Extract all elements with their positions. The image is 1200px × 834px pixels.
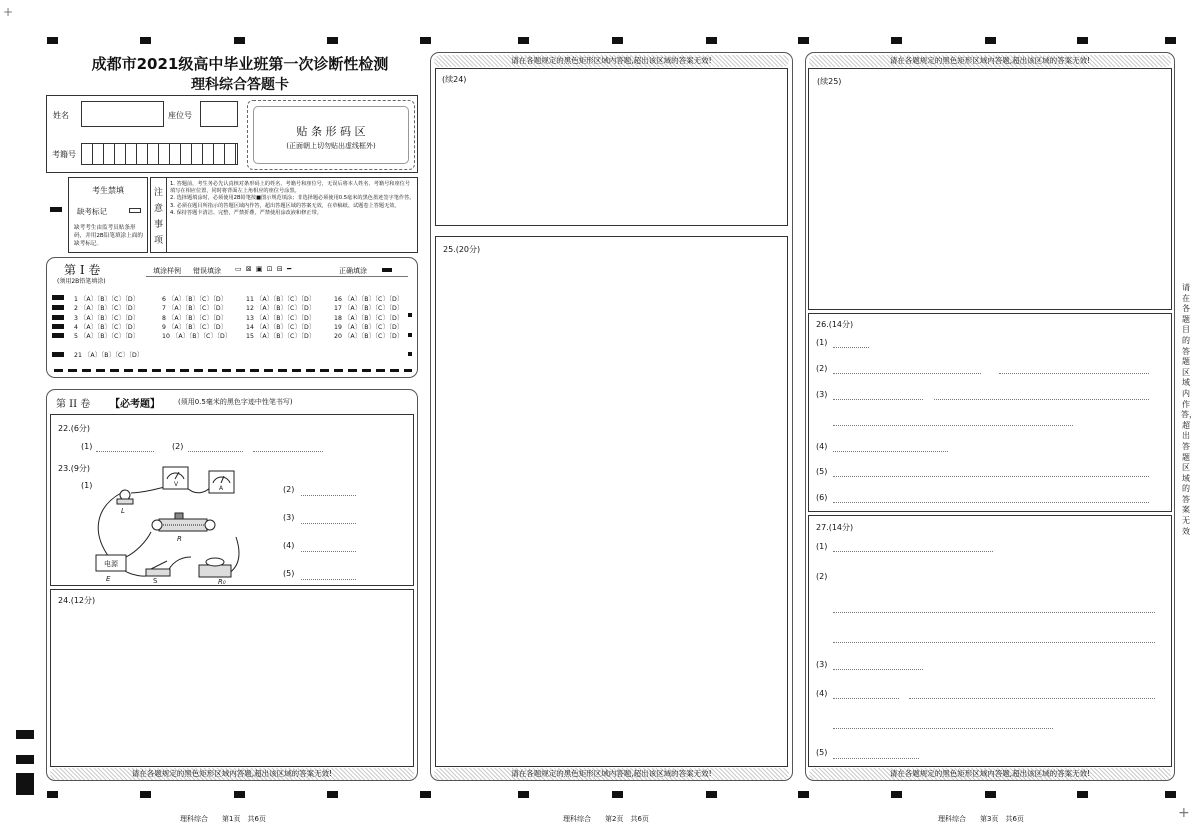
- q26-p5: (5): [816, 467, 828, 476]
- candidate-title: 考生禁填: [92, 186, 124, 195]
- mc-question[interactable]: 20 〔A〕〔B〕〔C〕〔D〕: [334, 333, 404, 340]
- q22-p1: (1): [81, 442, 93, 451]
- mc-question[interactable]: 1 〔A〕〔B〕〔C〕〔D〕: [74, 296, 140, 303]
- section1-title: 第 I 卷: [64, 263, 101, 277]
- q26-answer-3a[interactable]: [833, 399, 923, 400]
- q22-23-box: [50, 414, 414, 586]
- q26-answer-1[interactable]: [833, 347, 869, 348]
- sample-bar: [146, 263, 408, 277]
- q23-p3: (3): [283, 513, 295, 522]
- q23-answer-2[interactable]: [301, 495, 356, 496]
- q22-p2: (2): [172, 442, 184, 451]
- correct-label: 正确填涂: [339, 267, 367, 275]
- mc-question[interactable]: 4 〔A〕〔B〕〔C〕〔D〕: [74, 324, 140, 331]
- q26-p2: (2): [816, 364, 828, 373]
- q26-answer-3b[interactable]: [934, 399, 1149, 400]
- mc-question[interactable]: 10 〔A〕〔B〕〔C〕〔D〕: [162, 333, 232, 340]
- q26-answer-6[interactable]: [833, 502, 1149, 503]
- q23-answer-5[interactable]: [301, 579, 356, 580]
- notes-item: 2. 选择题填涂时，必须使用2B铅笔按■图示规范填涂；非选择题必须使用0.5毫米的黑色墨迹签字笔作答。: [170, 195, 415, 202]
- header-title: 成都市2021级高中毕业班第一次诊断性检测: [91, 55, 389, 73]
- q27-p1: (1): [816, 542, 828, 551]
- q27-answer-1[interactable]: [833, 551, 993, 552]
- circuit-diagram[interactable]: [91, 457, 266, 585]
- mc-question[interactable]: 14 〔A〕〔B〕〔C〕〔D〕: [246, 324, 316, 331]
- q26-p3: (3): [816, 390, 828, 399]
- absent-note: 缺考考生由监考员贴条形码，并用2B铅笔填涂上面的缺考标记。: [74, 225, 143, 247]
- footer-page-3: 理科综合 第3页 共6页: [938, 815, 1024, 823]
- side-warning: 请在各题目的答题区域内作答，超出答题区域的答案无效: [1181, 283, 1197, 536]
- mc-question[interactable]: 3 〔A〕〔B〕〔C〕〔D〕: [74, 315, 140, 322]
- q27-answer-4b[interactable]: [909, 698, 1155, 699]
- q26-answer-2a[interactable]: [833, 373, 981, 374]
- info-box: [46, 95, 418, 173]
- mc-question[interactable]: 12 〔A〕〔B〕〔C〕〔D〕: [246, 305, 316, 312]
- notes-list: [170, 181, 415, 217]
- footer-page-2: 理科综合 第2页 共6页: [563, 815, 649, 823]
- ammeter-label: A: [218, 485, 224, 492]
- q22-answer-2a[interactable]: [188, 451, 243, 452]
- mc-question-21[interactable]: 21 〔A〕〔B〕〔C〕〔D〕: [74, 352, 144, 359]
- warning-strip-1: 请在各题规定的黑色矩形区域内答题,超出该区域的答案无效!: [50, 768, 414, 780]
- q27-p5: (5): [816, 748, 828, 757]
- wrong-marks: ▭ ⊠ ▣ ⊡ ⊟ ━: [235, 265, 293, 273]
- q26-p6: (6): [816, 493, 828, 502]
- warning-strip-2-bottom: 请在各题规定的黑色矩形区域内答题,超出该区域的答案无效!: [434, 768, 789, 780]
- barcode-area: [247, 100, 415, 170]
- name-field[interactable]: [81, 101, 164, 127]
- q27-p4: (4): [816, 689, 828, 698]
- absent-label: 缺考标记: [77, 207, 107, 216]
- q24-cont-title: (续24): [442, 75, 467, 84]
- q24-cont-box[interactable]: [435, 68, 788, 226]
- exam-no-label: 考籍号: [52, 150, 76, 159]
- q23-answer-3[interactable]: [301, 523, 356, 524]
- name-label: 姓名: [53, 111, 69, 120]
- q23-p4: (4): [283, 541, 295, 550]
- seat-field[interactable]: [200, 101, 238, 127]
- voltmeter-label: V: [173, 481, 179, 488]
- q27-answer-4a[interactable]: [833, 698, 899, 699]
- switch-icon: [146, 561, 170, 576]
- section2-tag: 【必考题】: [110, 399, 160, 410]
- mc-question[interactable]: 11 〔A〕〔B〕〔C〕〔D〕: [246, 296, 316, 303]
- notes-box: [150, 177, 418, 253]
- section2-title: 第 II 卷: [56, 399, 91, 410]
- exam-no-field[interactable]: [81, 143, 238, 165]
- q27-p3: (3): [816, 660, 828, 669]
- q24-title: 24.(12分): [58, 596, 96, 605]
- q26-p4: (4): [816, 442, 828, 451]
- warning-strip-3-top: 请在各题规定的黑色矩形区域内答题,超出该区域的答案无效!: [809, 55, 1171, 67]
- q25-box[interactable]: [435, 236, 788, 767]
- q22-answer-2b[interactable]: [253, 451, 323, 452]
- lamp-label: L: [121, 507, 125, 515]
- q27-p2: (2): [816, 572, 828, 581]
- footer-page-1: 理科综合 第1页 共6页: [180, 815, 266, 823]
- battery-e-label: E: [106, 575, 111, 583]
- mc-question[interactable]: 9 〔A〕〔B〕〔C〕〔D〕: [162, 324, 228, 331]
- warning-strip-2-top: 请在各题规定的黑色矩形区域内答题,超出该区域的答案无效!: [434, 55, 789, 67]
- q26-p1: (1): [816, 338, 828, 347]
- section1-title-underline: [53, 271, 145, 272]
- q23-p5: (5): [283, 569, 295, 578]
- notes-item: 1. 答题前，考生务必先认真核对条形码上的姓名、考籍号和座位号，无误后将本人姓名、考籍号和座位号填写在相应位置，同时将背面左上角相应的座位号涂黑。: [170, 181, 411, 195]
- r0-label: R₀: [218, 578, 226, 585]
- mc-question[interactable]: 2 〔A〕〔B〕〔C〕〔D〕: [74, 305, 140, 312]
- q26-answer-5[interactable]: [833, 476, 1149, 477]
- q25-cont-box[interactable]: [808, 68, 1172, 310]
- q24-box[interactable]: [50, 589, 414, 767]
- lamp-icon: [117, 490, 133, 504]
- candidate-mark: [50, 207, 62, 212]
- absent-checkbox[interactable]: [129, 208, 141, 213]
- q27-answer-5[interactable]: [833, 758, 919, 759]
- candidate-box: [68, 177, 148, 253]
- ammeter-icon: [209, 471, 234, 493]
- mc-dashed-bottom: [54, 369, 412, 372]
- q27-answer-2a[interactable]: [833, 612, 1155, 613]
- resistor-box-icon: [199, 558, 231, 577]
- section2-note: (须用0.5毫米的黑色字迹中性笔书写): [178, 398, 293, 406]
- correct-mark-sample: [382, 268, 392, 272]
- rheostat-label: R: [177, 535, 182, 543]
- q23-p1: (1): [81, 481, 93, 490]
- mc-question[interactable]: 6 〔A〕〔B〕〔C〕〔D〕: [162, 296, 228, 303]
- notes-item: 3. 必须在题目所指示的答题区域内作答，超出答题区域的答案无效，在草稿纸、试题卷上答题无效。: [170, 202, 400, 209]
- switch-label: S: [153, 577, 158, 585]
- mc-question[interactable]: 5 〔A〕〔B〕〔C〕〔D〕: [74, 333, 140, 340]
- q26-box: [808, 313, 1172, 512]
- q23-p2: (2): [283, 485, 295, 494]
- mc-question[interactable]: 16 〔A〕〔B〕〔C〕〔D〕: [334, 296, 404, 303]
- q26-answer-3c[interactable]: [833, 425, 1073, 426]
- q26-title: 26.(14分): [816, 320, 854, 329]
- header-subtitle: 理科综合答题卡: [191, 77, 289, 93]
- wrong-label: 错误填涂: [193, 267, 221, 275]
- notes-heading: [151, 178, 167, 252]
- q22-title: 22.(6分): [58, 424, 91, 433]
- barcode-note: (正面朝上切勿贴出虚线框外): [286, 142, 376, 150]
- battery-label: 电源: [104, 560, 118, 568]
- q25-cont-title: (续25): [817, 77, 842, 86]
- mc-question[interactable]: 8 〔A〕〔B〕〔C〕〔D〕: [162, 315, 228, 322]
- q26-answer-4[interactable]: [833, 451, 948, 452]
- q25-title: 25.(20分): [443, 245, 481, 254]
- q22-answer-1[interactable]: [96, 451, 154, 452]
- section1-subtitle: (须用2B铅笔填涂): [57, 278, 106, 285]
- q26-answer-2b[interactable]: [999, 373, 1149, 374]
- rheostat-icon: [152, 513, 215, 531]
- mc-question[interactable]: 18 〔A〕〔B〕〔C〕〔D〕: [334, 315, 404, 322]
- notes-heading-1: 注: [154, 188, 164, 198]
- q27-answer-2b[interactable]: [833, 642, 1155, 643]
- q27-answer-3[interactable]: [833, 669, 923, 670]
- q23-title: 23.(9分): [58, 464, 91, 473]
- q27-title: 27.(14分): [816, 523, 854, 532]
- barcode-title: 贴 条 形 码 区: [296, 125, 366, 138]
- sample-label: 填涂样例: [153, 267, 181, 275]
- q23-answer-4[interactable]: [301, 551, 356, 552]
- seat-label: 座位号: [168, 111, 192, 120]
- notes-item: 4. 保持答题卡清洁、完整，严禁折叠，严禁使用涂改液和修正带。: [170, 209, 322, 216]
- notes-heading-4: 项: [154, 236, 164, 246]
- warning-strip-3-bottom: 请在各题规定的黑色矩形区域内答题,超出该区域的答案无效!: [809, 768, 1171, 780]
- notes-heading-2: 意: [154, 204, 164, 214]
- mc-question[interactable]: 15 〔A〕〔B〕〔C〕〔D〕: [246, 333, 316, 340]
- mc-question[interactable]: 17 〔A〕〔B〕〔C〕〔D〕: [334, 305, 404, 312]
- q27-box: [808, 515, 1172, 767]
- battery-icon: [96, 555, 126, 571]
- q27-answer-4c[interactable]: [833, 728, 1053, 729]
- notes-heading-3: 事: [154, 220, 164, 230]
- mc-question[interactable]: 13 〔A〕〔B〕〔C〕〔D〕: [246, 315, 316, 322]
- voltmeter-icon: [163, 467, 188, 489]
- mc-question[interactable]: 19 〔A〕〔B〕〔C〕〔D〕: [334, 324, 404, 331]
- mc-question[interactable]: 7 〔A〕〔B〕〔C〕〔D〕: [162, 305, 228, 312]
